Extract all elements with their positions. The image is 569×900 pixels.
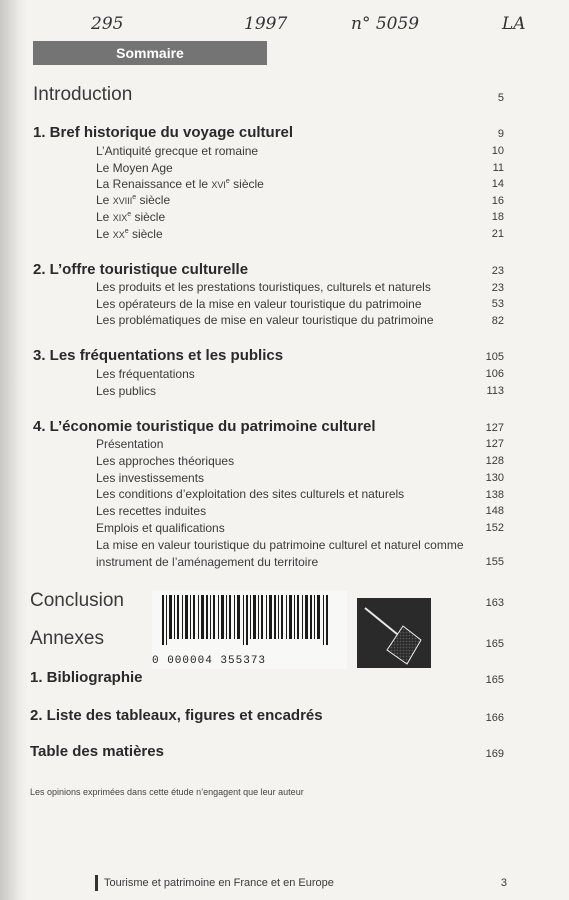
toc-item-text: siècle bbox=[131, 210, 166, 224]
handwritten-note-3: n° 5059 bbox=[351, 14, 420, 34]
toc-page: 5 bbox=[497, 92, 504, 104]
barcode bbox=[152, 591, 347, 669]
sommaire-banner: Sommaire bbox=[33, 41, 267, 65]
toc-conclusion[interactable]: Conclusion bbox=[30, 590, 124, 611]
toc-page: 18 bbox=[491, 211, 504, 223]
ordinal-suffix: e bbox=[225, 178, 230, 185]
toc-item[interactable]: Les investissements bbox=[96, 471, 205, 485]
toc-page: 10 bbox=[491, 145, 504, 157]
footer-page-number: 3 bbox=[500, 877, 507, 889]
toc-page: 14 bbox=[491, 178, 504, 190]
toc-section-1[interactable]: 1. Bref historique du voyage culturel bbox=[33, 124, 294, 141]
publisher-logo-icon bbox=[357, 598, 431, 668]
toc-item[interactable] bbox=[96, 210, 165, 224]
toc-page: 11 bbox=[492, 162, 504, 174]
toc-page: 138 bbox=[485, 489, 504, 501]
toc-item[interactable]: Présentation bbox=[96, 437, 164, 451]
toc-bibliographie[interactable]: 1. Bibliographie bbox=[30, 669, 143, 686]
toc-item[interactable]: Emplois et qualifications bbox=[96, 521, 225, 535]
century-numeral: XIX bbox=[112, 213, 128, 223]
toc-page: 128 bbox=[485, 455, 504, 467]
toc-page: 165 bbox=[485, 638, 504, 650]
toc-page: 105 bbox=[485, 351, 504, 363]
toc-page: 127 bbox=[485, 438, 504, 450]
toc-item-text: siècle bbox=[128, 227, 163, 241]
toc-page: 23 bbox=[491, 265, 504, 277]
toc-page: 106 bbox=[485, 368, 504, 380]
ordinal-suffix: e bbox=[127, 211, 132, 218]
century-numeral: XVI bbox=[211, 180, 226, 190]
toc-item[interactable]: Les conditions d’exploitation des sites culturels et naturels bbox=[96, 487, 405, 501]
footer-title: Tourisme et patrimoine en France et en Europe bbox=[104, 877, 334, 889]
toc-page: 21 bbox=[491, 228, 504, 240]
toc-item[interactable]: Les produits et les prestations touristiques, culturels et naturels bbox=[96, 280, 431, 294]
handwritten-note-4: LA bbox=[502, 14, 526, 34]
ordinal-suffix: e bbox=[124, 228, 129, 235]
toc-item[interactable]: Les fréquentations bbox=[96, 367, 195, 381]
toc-page: 152 bbox=[485, 522, 504, 534]
toc-item[interactable]: Les opérateurs de la mise en valeur touristique du patrimoine bbox=[96, 297, 422, 311]
toc-page: 9 bbox=[497, 128, 504, 140]
toc-page: 23 bbox=[491, 282, 504, 294]
toc-annexes[interactable]: Annexes bbox=[30, 628, 104, 649]
toc-introduction[interactable]: Introduction bbox=[33, 84, 133, 105]
toc-liste-tableaux[interactable]: 2. Liste des tableaux, figures et encadrés bbox=[30, 707, 323, 724]
toc-item[interactable]: Les approches théoriques bbox=[96, 454, 235, 468]
toc-section-4[interactable]: 4. L’économie touristique du patrimoine culturel bbox=[33, 418, 376, 435]
toc-item[interactable]: Les problématiques de mise en valeur touristique du patrimoine bbox=[96, 313, 434, 327]
toc-page: 16 bbox=[491, 195, 504, 207]
toc-item-text: Le bbox=[96, 193, 113, 207]
toc-item[interactable]: L’Antiquité grecque et romaine bbox=[96, 144, 259, 158]
toc-item[interactable]: Les recettes induites bbox=[96, 504, 207, 518]
toc-page: 113 bbox=[486, 385, 504, 397]
toc-page: 148 bbox=[485, 505, 504, 517]
toc-page: 53 bbox=[491, 298, 504, 310]
toc-item[interactable] bbox=[96, 177, 264, 191]
toc-item-text: Le bbox=[96, 227, 113, 241]
toc-item[interactable]: Les publics bbox=[96, 384, 157, 398]
toc-page: 169 bbox=[485, 748, 504, 760]
toc-item-text: La Renaissance et le bbox=[96, 177, 212, 191]
toc-item[interactable]: La mise en valeur touristique du patrimoine culturel et naturel comme bbox=[96, 538, 464, 552]
toc-section-2[interactable]: 2. L’offre touristique culturelle bbox=[33, 261, 249, 278]
toc-item[interactable]: instrument de l’aménagement du territoire bbox=[96, 555, 319, 569]
barcode-icon bbox=[160, 595, 340, 645]
footer-rule bbox=[95, 875, 98, 891]
page-edge-shadow bbox=[0, 0, 28, 900]
toc-item[interactable] bbox=[96, 193, 170, 207]
toc-item-text: Le bbox=[96, 210, 113, 224]
toc-page: 130 bbox=[485, 472, 504, 484]
century-numeral: XVIII bbox=[112, 196, 133, 206]
toc-section-3[interactable]: 3. Les fréquentations et les publics bbox=[33, 347, 284, 364]
toc-page: 163 bbox=[485, 597, 504, 609]
toc-item-text: siècle bbox=[136, 193, 171, 207]
ordinal-suffix: e bbox=[132, 194, 137, 201]
toc-page: 155 bbox=[485, 556, 504, 568]
barcode-number: 0 000004 355373 bbox=[152, 655, 267, 667]
handwritten-note-1: 295 bbox=[91, 14, 124, 34]
toc-page: 127 bbox=[485, 422, 504, 434]
toc-page: 166 bbox=[485, 712, 504, 724]
toc-item-text: siècle bbox=[229, 177, 264, 191]
century-numeral: XX bbox=[112, 230, 125, 240]
toc-item[interactable]: Le Moyen Age bbox=[96, 161, 173, 175]
toc-item[interactable] bbox=[96, 227, 163, 241]
handwritten-note-2: 1997 bbox=[244, 14, 288, 34]
toc-page: 165 bbox=[485, 674, 504, 686]
toc-page: 82 bbox=[491, 315, 504, 327]
disclaimer-note: Les opinions exprimées dans cette étude n’engagent que leur auteur bbox=[30, 787, 304, 797]
toc-table-des-matieres[interactable]: Table des matières bbox=[30, 743, 164, 760]
